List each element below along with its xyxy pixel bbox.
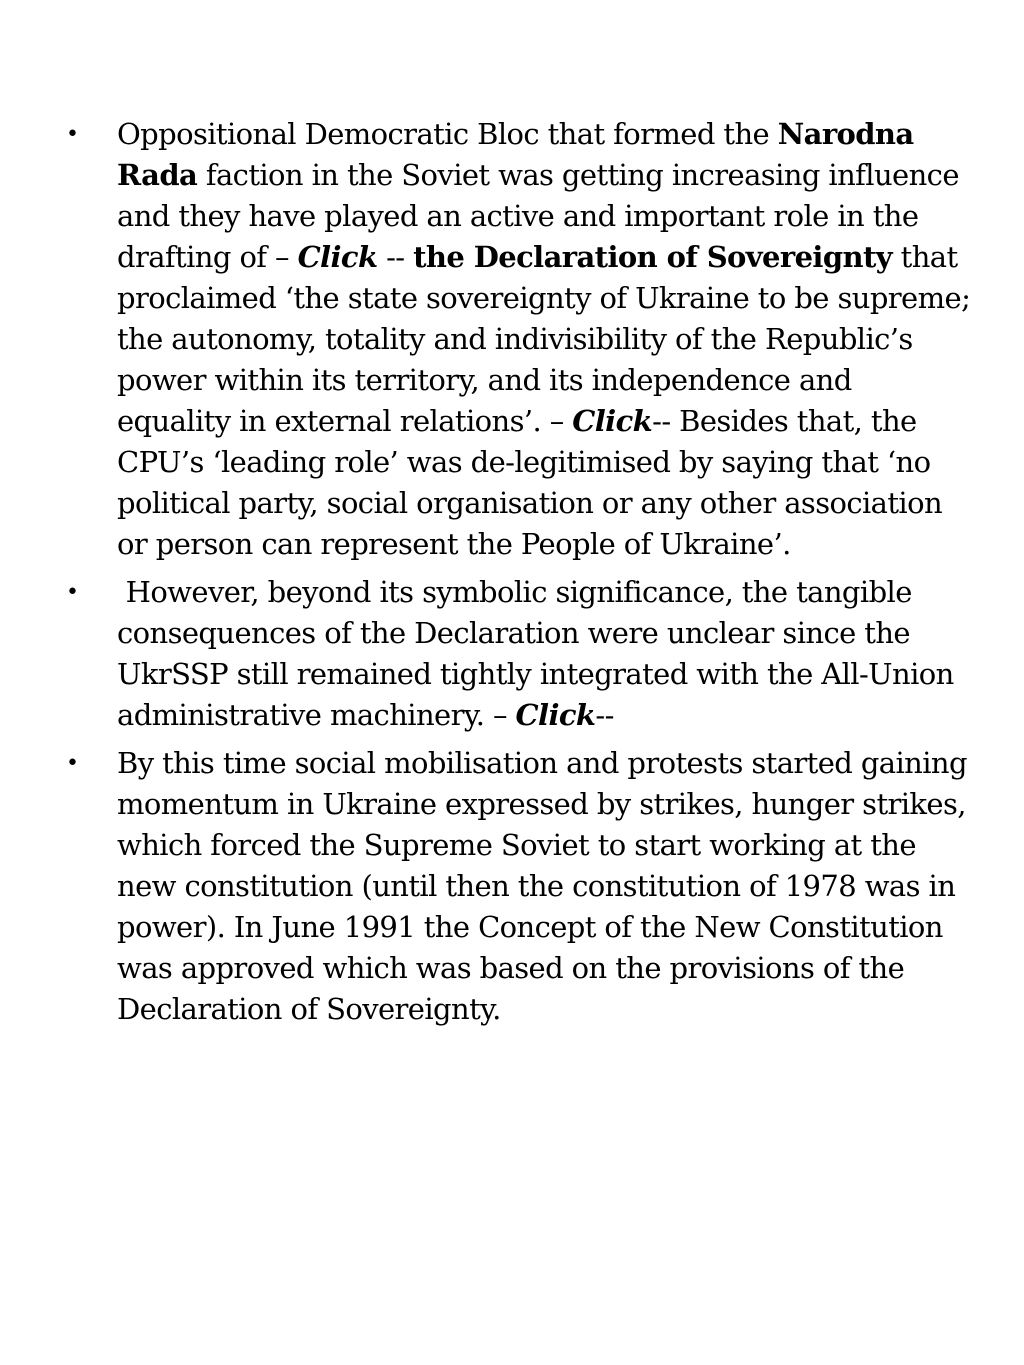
bullet-item-2 xyxy=(62,572,972,736)
bullet-icon: • xyxy=(66,751,79,776)
click-cue: Click xyxy=(572,404,653,438)
text-segment: -- xyxy=(377,240,414,274)
declaration-term: the Declaration of Sovereignty xyxy=(413,240,893,274)
click-cue: Click xyxy=(297,240,378,274)
bullet-icon: • xyxy=(66,580,79,605)
bullet-item-3 xyxy=(62,743,972,1030)
text-segment: that proclaimed ‘the state sovereignty of Ukraine to be supreme; the autonomy, totality and indivisibility of the Republic’s power within its territory, and its independence and equality in external relations’. – xyxy=(117,240,971,438)
text-segment: -- xyxy=(595,698,614,732)
narodna-rada-term: Narodna Rada xyxy=(117,117,914,192)
bullet-icon: • xyxy=(66,122,79,147)
text-segment: faction in the Soviet was getting increasing influence and they have played an active and important role in the drafting of – xyxy=(117,158,959,274)
text-segment: -- Besides that, the CPU’s ‘leading role’ was de-legitimised by saying that ‘no political party, social organisation or any other association or person can represent the People of Ukraine’. xyxy=(117,404,943,561)
bullet-item-1 xyxy=(62,114,972,565)
text-segment: However, beyond its symbolic significance, the tangible consequences of the Declaration were unclear since the UkrSSP still remained tightly integrated with the All-Union administrative machinery. – xyxy=(117,575,963,732)
text-segment: By this time social mobilisation and protests started gaining momentum in Ukraine expressed by strikes, hunger strikes, which forced the Supreme Soviet to start working at the new constitution (until then the constitution of 1978 was in power). In June 1991 the Concept of the New Constitution was approved which was based on the provisions of the Declaration of Sovereignty. xyxy=(117,746,967,1026)
text-segment: Oppositional Democratic Bloc that formed the xyxy=(117,117,778,151)
bullet-list xyxy=(62,114,972,1037)
click-cue: Click xyxy=(515,698,596,732)
